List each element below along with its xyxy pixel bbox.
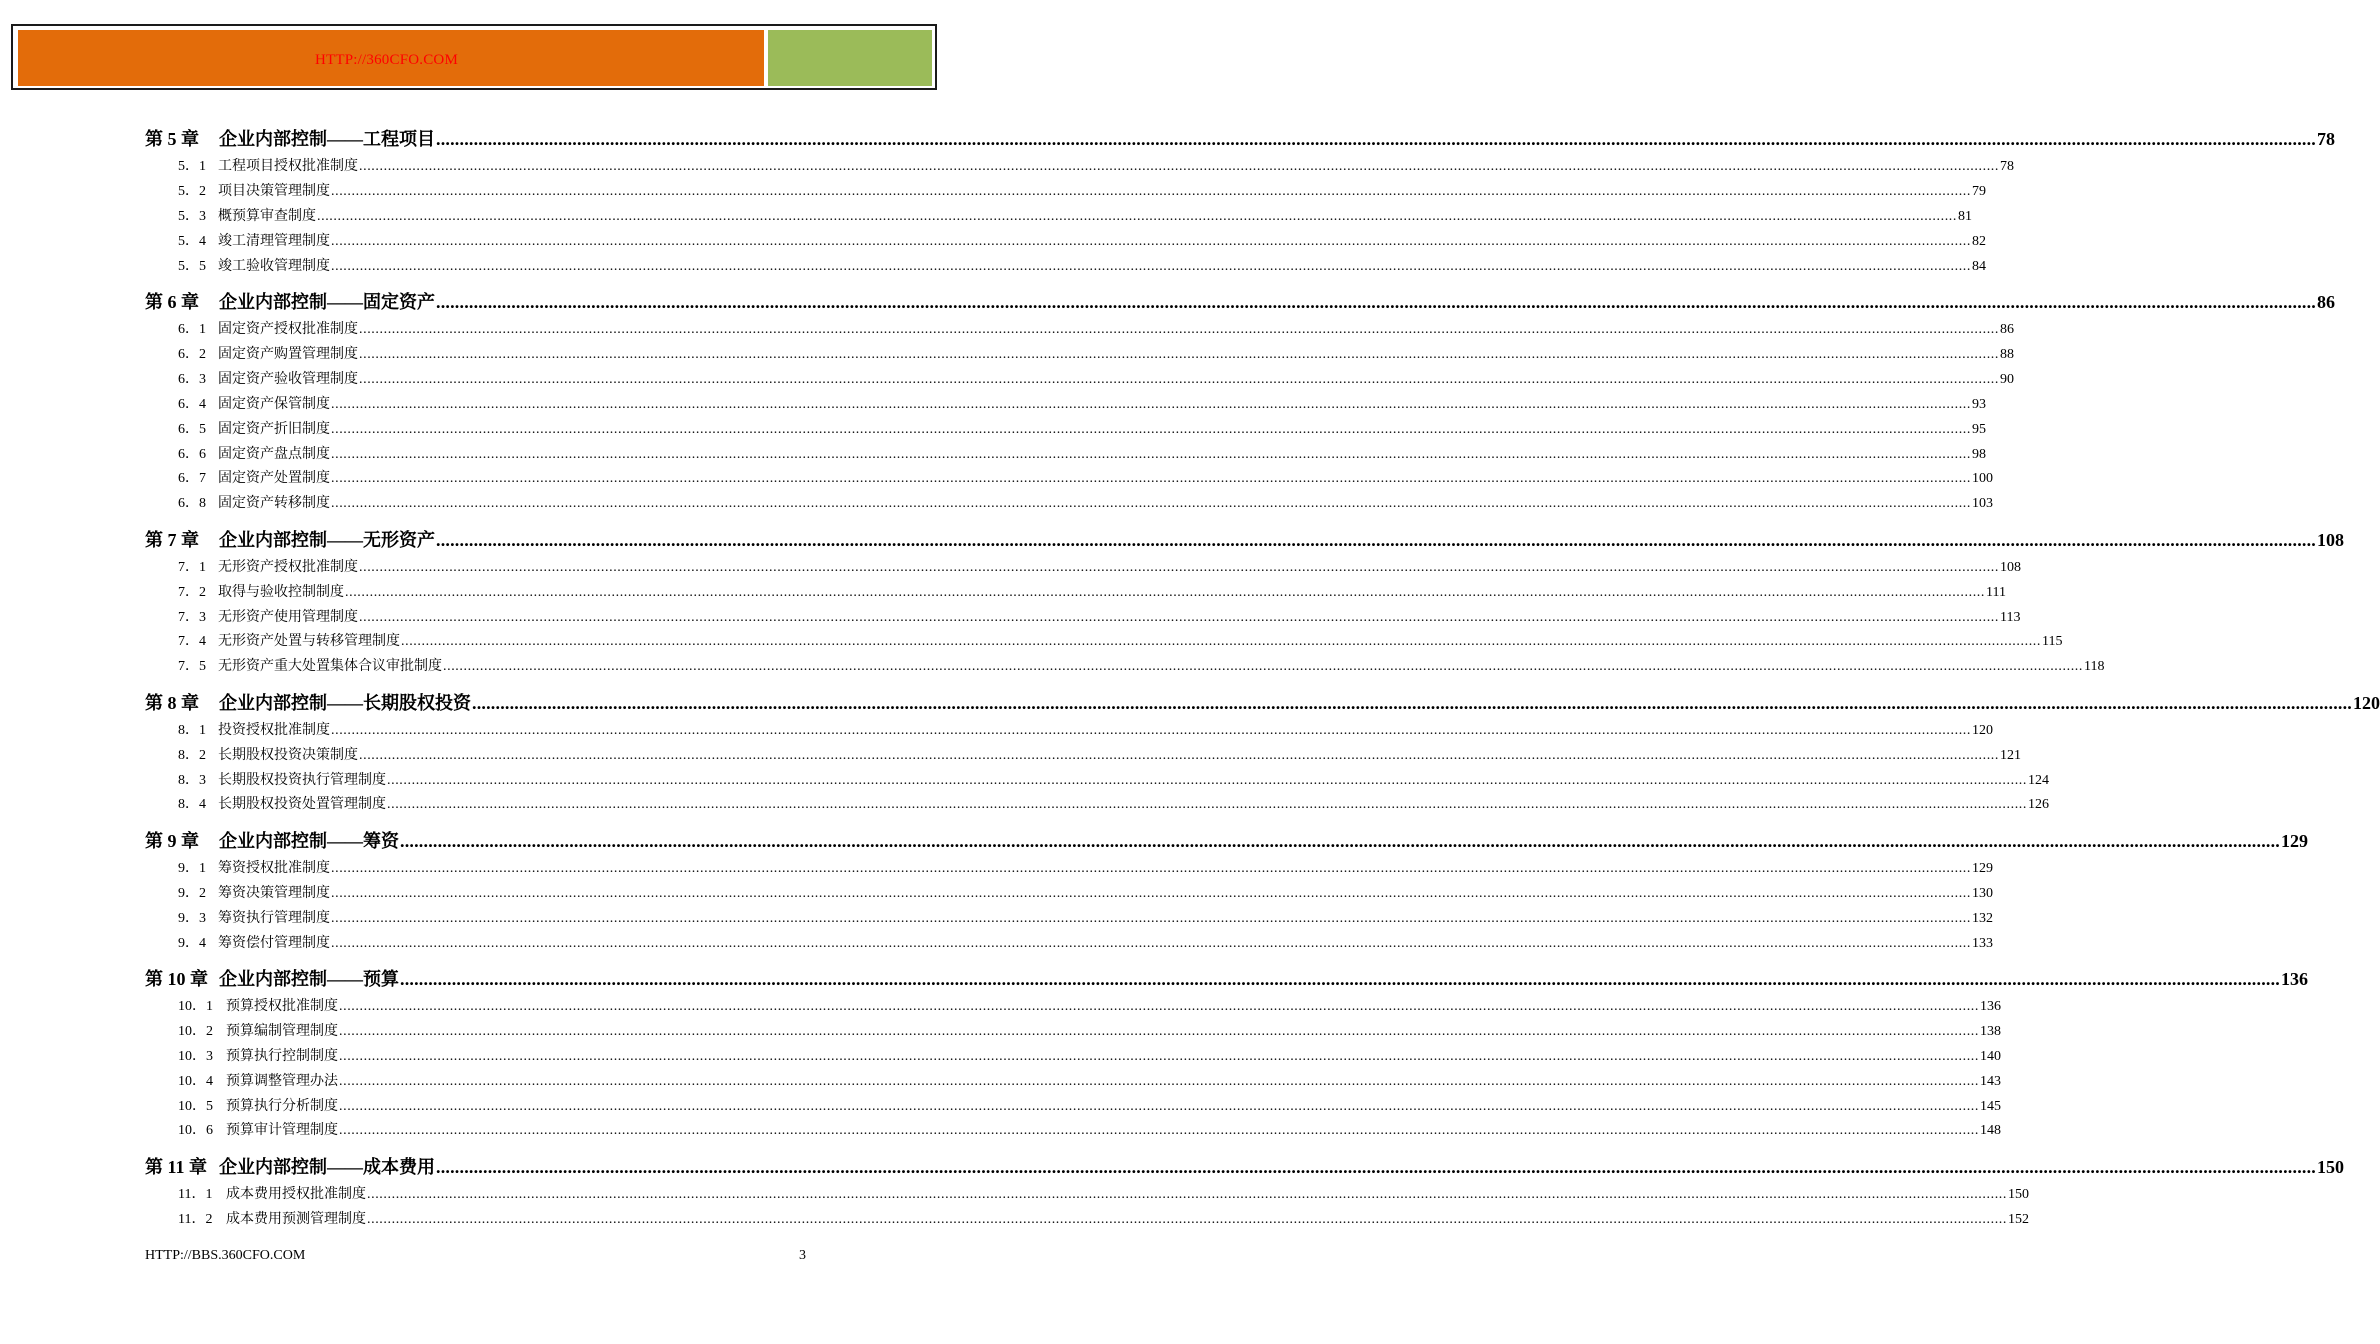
toc-section-entry[interactable] xyxy=(178,368,2014,390)
dot-leader: ................................................................................................................................................................................................................................................................................................................................................................................................................ xyxy=(367,1211,2007,1227)
section-number: 6．8 xyxy=(178,496,206,512)
toc-section-entry[interactable] xyxy=(178,606,2021,628)
page-number: 124 xyxy=(2028,772,2049,788)
toc-section-entry[interactable] xyxy=(178,857,1993,879)
header-green-block xyxy=(768,30,932,86)
page-number: 95 xyxy=(1972,421,1986,437)
page-number: 136 xyxy=(1980,998,2001,1014)
chapter-number: 第 6 章 xyxy=(145,292,199,312)
section-number: 8．4 xyxy=(178,797,206,813)
section-title: 预算执行控制制度 xyxy=(226,1048,338,1064)
section-number: 7．2 xyxy=(178,584,206,600)
dot-leader: ................................................................................................................................................................................................................................................................................................................................................................................................................ xyxy=(436,129,2316,149)
page-number: 129 xyxy=(1972,860,1993,876)
dot-leader: ................................................................................................................................................................................................................................................................................................................................................................................................................ xyxy=(436,292,2316,312)
section-number: 6．6 xyxy=(178,446,206,462)
dot-leader: ................................................................................................................................................................................................................................................................................................................................................................................................................ xyxy=(339,998,1979,1014)
section-number: 6．3 xyxy=(178,371,206,387)
toc-section-entry[interactable] xyxy=(178,443,1986,465)
page-number: 136 xyxy=(2281,968,2308,989)
section-title: 筹资授权批准制度 xyxy=(218,860,330,876)
page-header xyxy=(11,24,937,90)
section-title: 预算调整管理办法 xyxy=(226,1073,338,1089)
section-title: 筹资决策管理制度 xyxy=(218,885,330,901)
dot-leader: ................................................................................................................................................................................................................................................................................................................................................................................................................ xyxy=(331,446,1971,462)
section-number: 11．2 xyxy=(178,1211,213,1227)
section-title: 固定资产盘点制度 xyxy=(218,446,330,462)
toc-section-entry[interactable] xyxy=(178,719,1993,741)
dot-leader: ................................................................................................................................................................................................................................................................................................................................................................................................................ xyxy=(436,1156,2316,1177)
section-number: 6．5 xyxy=(178,421,206,437)
section-number: 10．2 xyxy=(178,1023,213,1039)
toc-section-entry[interactable] xyxy=(178,1020,2001,1042)
dot-leader: ................................................................................................................................................................................................................................................................................................................................................................................................................ xyxy=(317,208,1957,224)
section-number: 5．1 xyxy=(178,159,206,174)
toc-section-entry[interactable] xyxy=(178,155,2014,177)
section-title: 成本费用预测管理制度 xyxy=(226,1211,366,1227)
dot-leader: ................................................................................................................................................................................................................................................................................................................................................................................................................ xyxy=(331,722,1971,738)
chapter-number: 第 5 章 xyxy=(145,129,199,149)
dot-leader: ................................................................................................................................................................................................................................................................................................................................................................................................................ xyxy=(331,885,1971,901)
page-number: 79 xyxy=(1972,183,1986,199)
toc-chapter-entry[interactable] xyxy=(145,827,2308,853)
section-title: 固定资产处置制度 xyxy=(218,471,330,487)
page-number: 140 xyxy=(1980,1048,2001,1064)
section-title: 固定资产转移制度 xyxy=(218,496,330,512)
toc-section-entry[interactable] xyxy=(178,255,1986,277)
dot-leader: ................................................................................................................................................................................................................................................................................................................................................................................................................ xyxy=(359,747,1999,763)
footer-page-number: 3 xyxy=(799,1248,806,1263)
page-number: 121 xyxy=(2000,747,2021,763)
section-number: 8．1 xyxy=(178,722,206,738)
page-number: 90 xyxy=(2000,371,2014,387)
page-number: 120 xyxy=(1972,722,1993,738)
page-number: 152 xyxy=(2008,1211,2029,1227)
section-number: 5．4 xyxy=(178,233,206,249)
dot-leader: ................................................................................................................................................................................................................................................................................................................................................................................................................ xyxy=(387,797,2027,813)
page-number: 150 xyxy=(2008,1186,2029,1202)
page-number: 78 xyxy=(2000,159,2014,174)
page-number: 103 xyxy=(1972,496,1993,512)
section-title: 无形资产重大处置集体合议审批制度 xyxy=(218,659,442,675)
toc-section-entry[interactable] xyxy=(178,556,2021,578)
section-number: 9．1 xyxy=(178,860,206,876)
section-number: 10．3 xyxy=(178,1048,213,1064)
section-number: 7．5 xyxy=(178,659,206,675)
dot-leader: ................................................................................................................................................................................................................................................................................................................................................................................................................ xyxy=(339,1048,1979,1064)
toc-section-entry[interactable] xyxy=(178,882,1993,904)
page-number: 113 xyxy=(2000,609,2021,625)
dot-leader: ................................................................................................................................................................................................................................................................................................................................................................................................................ xyxy=(331,421,1971,437)
dot-leader: ................................................................................................................................................................................................................................................................................................................................................................................................................ xyxy=(400,968,2280,989)
section-title: 固定资产保管制度 xyxy=(218,396,330,412)
dot-leader: ................................................................................................................................................................................................................................................................................................................................................................................................................ xyxy=(331,233,1971,249)
section-title: 筹资执行管理制度 xyxy=(218,910,330,926)
toc-section-entry[interactable] xyxy=(178,1119,2001,1141)
page-number: 145 xyxy=(1980,1098,2001,1114)
page-number: 86 xyxy=(2317,292,2335,312)
page-number: 150 xyxy=(2317,1156,2344,1177)
dot-leader: ................................................................................................................................................................................................................................................................................................................................................................................................................ xyxy=(331,396,1971,412)
toc-chapter-entry[interactable] xyxy=(145,1153,2344,1179)
section-title: 固定资产验收管理制度 xyxy=(218,371,358,387)
dot-leader: ................................................................................................................................................................................................................................................................................................................................................................................................................ xyxy=(331,910,1971,926)
dot-leader: ................................................................................................................................................................................................................................................................................................................................................................................................................ xyxy=(339,1098,1979,1114)
section-title: 无形资产授权批准制度 xyxy=(218,559,358,575)
section-number: 7．1 xyxy=(178,559,206,575)
toc-section-entry[interactable] xyxy=(178,1070,2001,1092)
section-number: 9．3 xyxy=(178,910,206,926)
chapter-number: 第 11 章 xyxy=(145,1156,208,1177)
chapter-title: 企业内部控制——预算 xyxy=(219,968,399,989)
chapter-title: 企业内部控制——工程项目 xyxy=(219,129,435,149)
footer-url[interactable]: HTTP://BBS.360CFO.COM xyxy=(145,1248,306,1263)
page-number: 84 xyxy=(1972,258,1986,274)
section-title: 取得与验收控制制度 xyxy=(218,584,344,600)
toc-section-entry[interactable] xyxy=(178,393,1986,415)
toc-chapter-entry[interactable] xyxy=(145,689,2380,715)
section-number: 9．2 xyxy=(178,885,206,901)
section-number: 5．3 xyxy=(178,208,206,224)
dot-leader: ................................................................................................................................................................................................................................................................................................................................................................................................................ xyxy=(331,935,1971,951)
section-number: 8．3 xyxy=(178,772,206,788)
toc-section-entry[interactable] xyxy=(178,907,1993,929)
toc-chapter-entry[interactable] xyxy=(145,526,2344,552)
dot-leader: ................................................................................................................................................................................................................................................................................................................................................................................................................ xyxy=(387,772,2027,788)
section-title: 预算授权批准制度 xyxy=(226,998,338,1014)
page-number: 143 xyxy=(1980,1073,2001,1089)
chapter-title: 企业内部控制——无形资产 xyxy=(219,529,435,550)
toc-section-entry[interactable] xyxy=(178,1095,2001,1117)
header-orange-band xyxy=(18,30,764,86)
toc-section-entry[interactable] xyxy=(178,793,2049,815)
page-number: 118 xyxy=(2084,659,2105,675)
page-number: 129 xyxy=(2281,830,2308,851)
section-title: 预算编制管理制度 xyxy=(226,1023,338,1039)
page-number: 93 xyxy=(1972,396,1986,412)
toc-section-entry[interactable] xyxy=(178,1208,2029,1230)
toc-section-entry[interactable] xyxy=(178,1045,2001,1067)
section-number: 10．4 xyxy=(178,1073,213,1089)
section-number: 10．6 xyxy=(178,1123,213,1139)
page-number: 148 xyxy=(1980,1123,2001,1139)
section-number: 8．2 xyxy=(178,747,206,763)
header-url[interactable]: HTTP://360CFO.COM xyxy=(315,52,459,68)
chapter-title: 企业内部控制——筹资 xyxy=(219,830,399,851)
toc-section-entry[interactable] xyxy=(178,318,2014,340)
dot-leader: ................................................................................................................................................................................................................................................................................................................................................................................................................ xyxy=(472,692,2352,713)
page-number: 108 xyxy=(2000,559,2021,575)
section-number: 9．4 xyxy=(178,935,206,951)
toc-section-entry[interactable] xyxy=(178,467,1993,489)
dot-leader: ................................................................................................................................................................................................................................................................................................................................................................................................................ xyxy=(331,258,1971,274)
chapter-title: 企业内部控制——成本费用 xyxy=(219,1156,435,1177)
page-number: 88 xyxy=(2000,346,2014,362)
section-title: 竣工清理管理制度 xyxy=(218,233,330,249)
toc-section-entry[interactable] xyxy=(178,744,2021,766)
page-number: 78 xyxy=(2317,129,2335,149)
dot-leader: ................................................................................................................................................................................................................................................................................................................................................................................................................ xyxy=(331,860,1971,876)
toc-section-entry[interactable] xyxy=(178,932,1993,954)
section-title: 工程项目授权批准制度 xyxy=(218,159,358,174)
chapter-number: 第 9 章 xyxy=(145,830,199,851)
toc-section-entry[interactable] xyxy=(178,655,2105,677)
toc-chapter-entry[interactable] xyxy=(145,125,2335,151)
chapter-number: 第 7 章 xyxy=(145,529,199,550)
section-number: 7．4 xyxy=(178,634,206,650)
dot-leader: ................................................................................................................................................................................................................................................................................................................................................................................................................ xyxy=(331,471,1971,487)
section-number: 6．1 xyxy=(178,322,206,337)
chapter-title: 企业内部控制——固定资产 xyxy=(219,292,435,312)
page-number: 120 xyxy=(2353,692,2380,713)
chapter-number: 第 8 章 xyxy=(145,692,199,713)
toc-section-entry[interactable] xyxy=(178,230,1986,252)
dot-leader: ................................................................................................................................................................................................................................................................................................................................................................................................................ xyxy=(339,1023,1979,1039)
toc-chapter-entry[interactable] xyxy=(145,965,2308,991)
section-title: 筹资偿付管理制度 xyxy=(218,935,330,951)
toc-section-entry[interactable] xyxy=(178,180,1986,202)
dot-leader: ................................................................................................................................................................................................................................................................................................................................................................................................................ xyxy=(331,183,1971,199)
section-number: 7．3 xyxy=(178,609,206,625)
section-number: 5．2 xyxy=(178,183,206,199)
section-title: 成本费用授权批准制度 xyxy=(226,1186,366,1202)
toc-section-entry[interactable] xyxy=(178,581,2006,603)
page-number: 111 xyxy=(1986,584,2006,600)
page-number: 132 xyxy=(1972,910,1993,926)
dot-leader: ................................................................................................................................................................................................................................................................................................................................................................................................................ xyxy=(436,529,2316,550)
toc-chapter-entry[interactable] xyxy=(145,288,2335,314)
section-title: 无形资产处置与转移管理制度 xyxy=(218,634,400,650)
dot-leader: ................................................................................................................................................................................................................................................................................................................................................................................................................ xyxy=(443,659,2083,675)
section-title: 概预算审查制度 xyxy=(218,208,316,224)
toc-section-entry[interactable] xyxy=(178,492,1993,514)
dot-leader: ................................................................................................................................................................................................................................................................................................................................................................................................................ xyxy=(359,609,1999,625)
section-title: 固定资产授权批准制度 xyxy=(218,322,358,337)
page-number: 126 xyxy=(2028,797,2049,813)
section-title: 无形资产使用管理制度 xyxy=(218,609,358,625)
section-number: 6．4 xyxy=(178,396,206,412)
section-number: 6．7 xyxy=(178,471,206,487)
section-number: 5．5 xyxy=(178,258,206,274)
toc-section-entry[interactable] xyxy=(178,630,2063,652)
section-title: 固定资产购置管理制度 xyxy=(218,346,358,362)
dot-leader: ................................................................................................................................................................................................................................................................................................................................................................................................................ xyxy=(359,559,1999,575)
page-number: 130 xyxy=(1972,885,1993,901)
page-number: 133 xyxy=(1972,935,1993,951)
dot-leader: ................................................................................................................................................................................................................................................................................................................................................................................................................ xyxy=(359,322,1999,337)
toc-section-entry[interactable] xyxy=(178,205,1972,227)
section-title: 固定资产折旧制度 xyxy=(218,421,330,437)
section-number: 6．2 xyxy=(178,346,206,362)
dot-leader: ................................................................................................................................................................................................................................................................................................................................................................................................................ xyxy=(339,1073,1979,1089)
toc-section-entry[interactable] xyxy=(178,769,2049,791)
section-title: 投资授权批准制度 xyxy=(218,722,330,738)
dot-leader: ................................................................................................................................................................................................................................................................................................................................................................................................................ xyxy=(400,830,2280,851)
page-number: 98 xyxy=(1972,446,1986,462)
dot-leader: ................................................................................................................................................................................................................................................................................................................................................................................................................ xyxy=(359,159,1999,174)
dot-leader: ................................................................................................................................................................................................................................................................................................................................................................................................................ xyxy=(359,346,1999,362)
page-number: 138 xyxy=(1980,1023,2001,1039)
section-title: 预算审计管理制度 xyxy=(226,1123,338,1139)
dot-leader: ................................................................................................................................................................................................................................................................................................................................................................................................................ xyxy=(331,496,1971,512)
chapter-number: 第 10 章 xyxy=(145,968,208,989)
chapter-title: 企业内部控制——长期股权投资 xyxy=(219,692,471,713)
section-number: 11．1 xyxy=(178,1186,213,1202)
page-number: 115 xyxy=(2042,634,2063,650)
toc-section-entry[interactable] xyxy=(178,1183,2029,1205)
section-number: 10．5 xyxy=(178,1098,213,1114)
section-title: 长期股权投资执行管理制度 xyxy=(218,772,386,788)
page-number: 86 xyxy=(2000,322,2014,337)
page-number: 81 xyxy=(1958,208,1972,224)
section-title: 项目决策管理制度 xyxy=(218,183,330,199)
section-number: 10．1 xyxy=(178,998,213,1014)
section-title: 竣工验收管理制度 xyxy=(218,258,330,274)
dot-leader: ................................................................................................................................................................................................................................................................................................................................................................................................................ xyxy=(367,1186,2007,1202)
dot-leader: ................................................................................................................................................................................................................................................................................................................................................................................................................ xyxy=(339,1123,1979,1139)
toc-section-entry[interactable] xyxy=(178,995,2001,1017)
toc-section-entry[interactable] xyxy=(178,418,1986,440)
section-title: 预算执行分析制度 xyxy=(226,1098,338,1114)
page-number: 108 xyxy=(2317,529,2344,550)
dot-leader: ................................................................................................................................................................................................................................................................................................................................................................................................................ xyxy=(345,584,1985,600)
section-title: 长期股权投资处置管理制度 xyxy=(218,797,386,813)
dot-leader: ................................................................................................................................................................................................................................................................................................................................................................................................................ xyxy=(401,634,2041,650)
dot-leader: ................................................................................................................................................................................................................................................................................................................................................................................................................ xyxy=(359,371,1999,387)
section-title: 长期股权投资决策制度 xyxy=(218,747,358,763)
page-number: 82 xyxy=(1972,233,1986,249)
toc-section-entry[interactable] xyxy=(178,343,2014,365)
page-number: 100 xyxy=(1972,471,1993,487)
